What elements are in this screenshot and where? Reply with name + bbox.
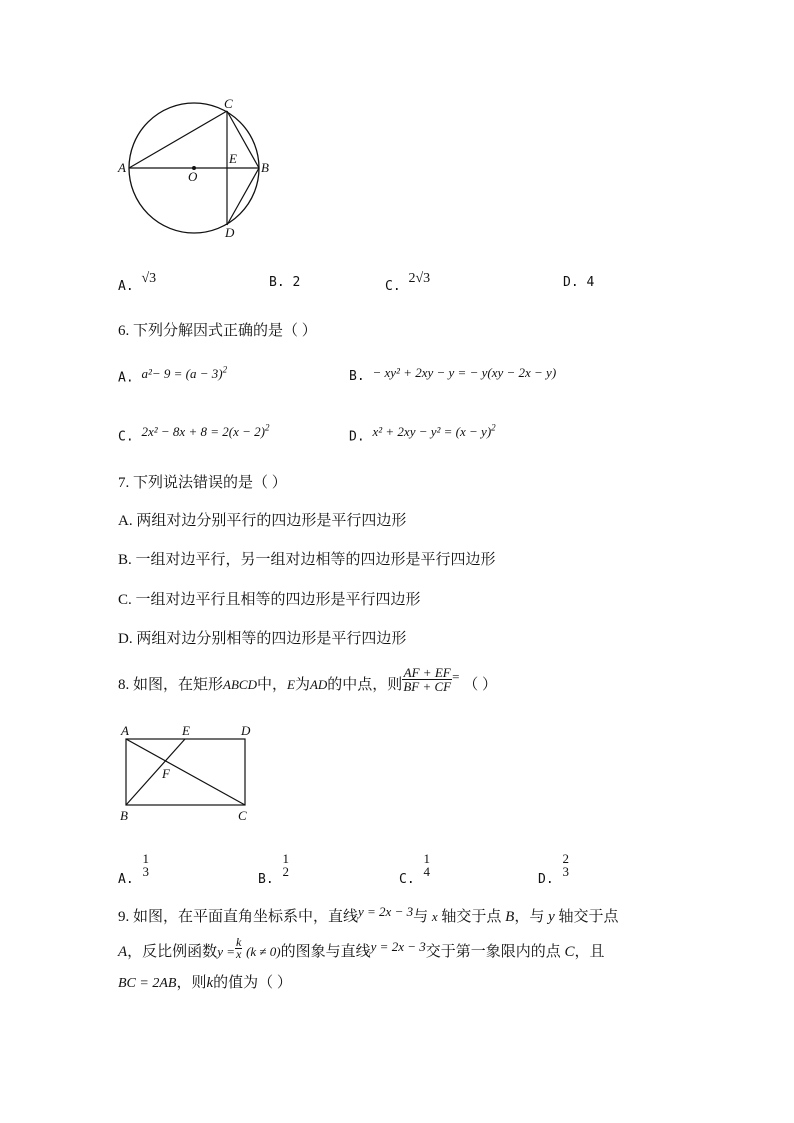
label-c: C: [238, 808, 247, 823]
q8-option-c[interactable]: [399, 851, 431, 887]
ratio-fraction: [402, 666, 452, 693]
option-value: 2: [292, 275, 301, 290]
q7-option-b[interactable]: B. 一组对边平行，另一组对边相等的四边形是平行四边形: [118, 552, 496, 568]
q9-line-3: [118, 971, 292, 992]
q5-option-a[interactable]: [118, 271, 157, 295]
q5-circle-figure: [115, 95, 275, 240]
func-numerator: k: [235, 935, 242, 950]
answer-blank: （ ）: [463, 676, 497, 693]
q8-option-a[interactable]: [118, 851, 150, 887]
option-numerator: 2: [562, 851, 569, 866]
stem-text: 的图象与直线: [280, 944, 371, 960]
label-o: O: [188, 169, 198, 184]
option-numerator: 1: [142, 851, 149, 866]
option-key: C.: [399, 871, 415, 887]
q8-stem: [118, 665, 497, 699]
segment-ac: [129, 111, 227, 168]
label-d: D: [225, 225, 235, 240]
q8-rectangle-figure: [115, 722, 260, 828]
q6-option-a[interactable]: [118, 365, 228, 386]
stem-text: 中，: [256, 676, 287, 693]
stem-text: ，且: [574, 944, 605, 960]
label-a: A: [118, 160, 126, 175]
option-expr-right: − 9 = (a − 3): [151, 366, 223, 382]
label-f: F: [162, 766, 170, 781]
option-key: C.: [118, 429, 134, 445]
fraction-numerator: AF + EF: [403, 665, 451, 680]
option-denominator: 3: [142, 864, 149, 879]
q9-line-2: [118, 935, 605, 964]
option-numerator: 1: [282, 851, 289, 866]
option-key: D.: [538, 871, 554, 887]
q6-option-b[interactable]: [349, 365, 557, 384]
q8-option-d[interactable]: [538, 851, 570, 887]
line-equation: y = 2x − 3: [370, 939, 426, 954]
stem-text: ，反比例函数: [127, 944, 218, 960]
q7-option-c[interactable]: C. 一组对边平行且相等的四边形是平行四边形: [118, 592, 421, 608]
point-a: A: [118, 944, 128, 960]
q6-stem: 6. 下列分解因式正确的是（ ）: [118, 323, 317, 339]
option-key: B.: [349, 369, 365, 384]
segment-db: [227, 168, 259, 225]
y-axis-var: y: [548, 909, 555, 925]
option-expr: − xy² + 2xy − y = − y(xy − 2x − y): [372, 365, 557, 380]
stem-text: 8. 如图，在矩形: [118, 676, 224, 693]
q7-stem: 7. 下列说法错误的是（ ）: [118, 475, 287, 491]
segment-ac: [126, 739, 245, 805]
stem-text: 与: [413, 909, 429, 925]
option-square: 2: [222, 365, 228, 375]
option-key: C.: [385, 279, 401, 294]
q6-option-d[interactable]: [349, 423, 496, 445]
option-value: 4: [586, 275, 595, 290]
point-b: B: [505, 909, 515, 925]
q6-option-c[interactable]: [118, 423, 270, 445]
q5-option-d[interactable]: [563, 275, 594, 290]
line-equation: y = 2x − 3: [358, 904, 414, 919]
stem-text: 轴交于点: [441, 909, 502, 925]
option-denominator: 2: [282, 864, 289, 879]
option-key: A.: [118, 279, 134, 294]
option-square: 2: [264, 423, 270, 433]
label-d: D: [241, 723, 251, 738]
option-key: B.: [269, 275, 285, 290]
option-key: D.: [563, 275, 579, 290]
func-denominator: x: [235, 947, 242, 962]
option-expr-left: a²: [141, 366, 152, 382]
stem-text: 轴交于点: [558, 909, 619, 925]
stem-text: ，与: [514, 909, 545, 925]
stem-text: 的中点，则: [327, 676, 403, 693]
option-value: 2√3: [408, 271, 431, 286]
option-expr: 2x² − 8x + 8 = 2(x − 2): [141, 424, 265, 440]
segment-be: [126, 739, 185, 805]
option-denominator: 4: [423, 864, 430, 879]
q7-option-a[interactable]: A. 两组对边分别平行的四边形是平行四边形: [118, 513, 407, 529]
option-key: D.: [349, 429, 365, 445]
stem-text: 为: [294, 676, 310, 693]
label-c: C: [224, 96, 233, 111]
option-square: 2: [491, 423, 496, 433]
point-e: E: [286, 676, 295, 692]
segment-ad: AD: [309, 676, 328, 692]
var-k: k: [206, 975, 214, 991]
rect-name: ABCD: [223, 676, 257, 692]
option-denominator: 3: [562, 864, 569, 879]
x-axis-var: x: [431, 909, 438, 924]
function-y: y =: [217, 944, 235, 959]
equals-sign: =: [452, 668, 460, 684]
condition: BC = 2AB: [118, 976, 177, 991]
point-c: C: [564, 944, 575, 960]
option-key: B.: [258, 871, 274, 887]
option-expr: x² + 2xy − y² = (x − y): [372, 424, 492, 440]
label-e: E: [182, 723, 190, 738]
q5-option-b[interactable]: [269, 275, 300, 290]
option-numerator: 1: [423, 851, 430, 866]
stem-text: 的值为（ ）: [213, 975, 292, 991]
option-key: A.: [118, 871, 134, 887]
option-key: A.: [118, 370, 134, 386]
func-condition: (k ≠ 0): [246, 944, 281, 959]
q5-option-c[interactable]: [385, 271, 431, 295]
label-e: E: [229, 151, 237, 166]
stem-text: 交于第一象限内的点: [425, 944, 561, 960]
stem-text: 9. 如图，在平面直角坐标系中，直线: [118, 909, 359, 925]
stem-text: ，则: [176, 975, 207, 991]
label-b: B: [120, 808, 128, 823]
q7-option-d[interactable]: D. 两组对边分别相等的四边形是平行四边形: [118, 631, 407, 647]
q9-line-1: [118, 905, 619, 926]
label-a: A: [121, 723, 129, 738]
q8-option-b[interactable]: [258, 851, 290, 887]
option-value: √3: [141, 271, 157, 286]
fraction-denominator: BF + CF: [403, 679, 452, 694]
label-b: B: [261, 160, 269, 175]
